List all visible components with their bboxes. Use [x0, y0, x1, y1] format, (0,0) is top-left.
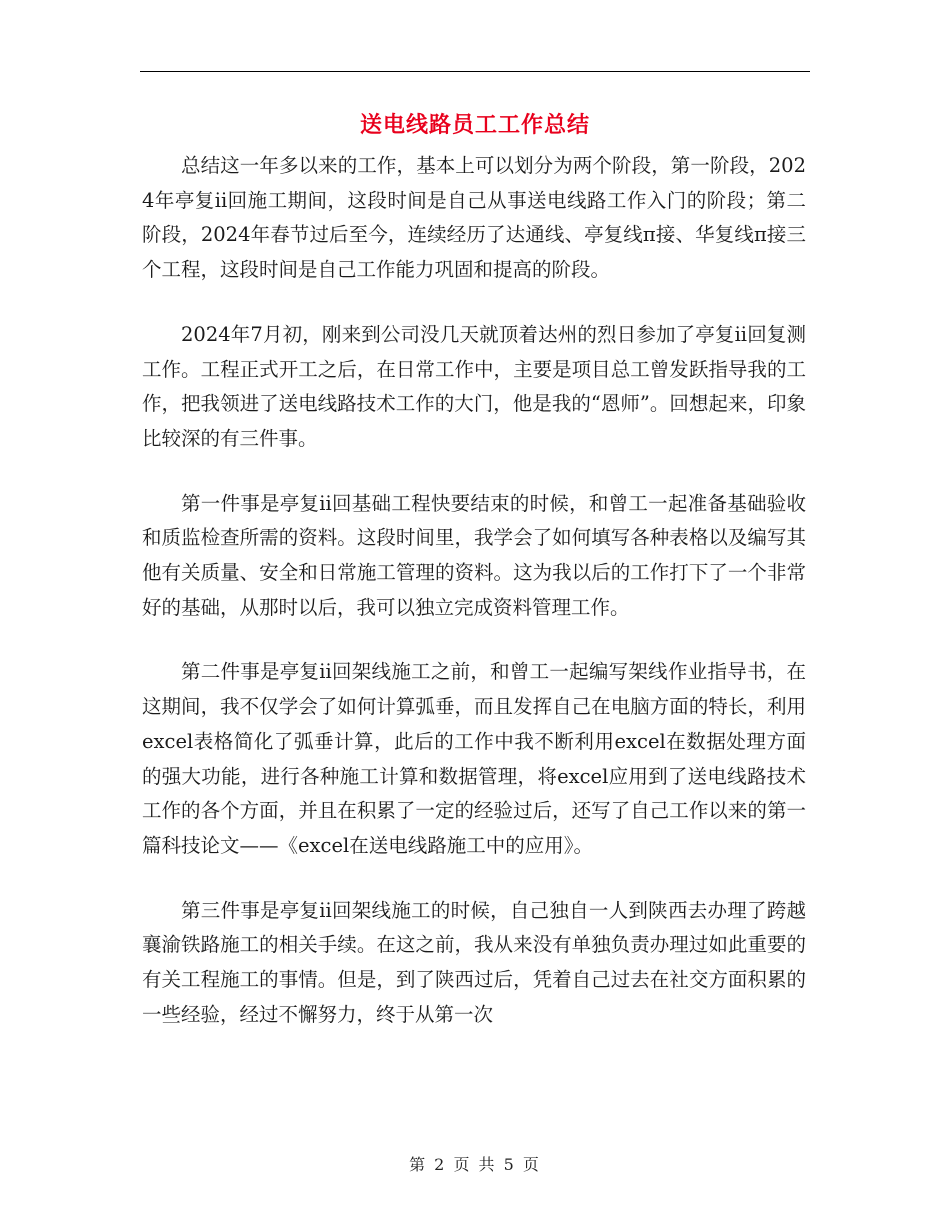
document-body	[142, 149, 806, 1032]
document-title: 送电线路员工工作总结	[359, 112, 590, 138]
paragraph-2: 2024年7月初，刚来到公司没几天就顶着达州的烈日参加了亭复ii回复测工作。工程正式开工之后，在日常工作中，主要是项目总工曾发跃指导我的工作，把我领进了送电线路技术工作的大门，他是我的“恩师”。回想起来，印象比较深的有三件事。	[142, 322, 806, 450]
paragraph-3: 第一件事是亭复ii回基础工程快要结束的时候，和曾工一起准备基础验收和质监检查所需的资料。这段时间里，我学会了如何填写各种表格以及编写其他有关质量、安全和日常施工管理的资料。这为我以后的工作打下了一个非常好的基础，从那时以后，我可以独立完成资料管理工作。	[142, 491, 806, 619]
page-number: 第 2 页 共 5 页	[409, 1155, 541, 1174]
paragraph-1: 总结这一年多以来的工作，基本上可以划分为两个阶段，第一阶段，2024年亭复ii回施工期间，这段时间是自己从事送电线路工作入门的阶段；第二阶段，2024年春节过后至今，连续经历了达通线、亭复线π接、华复线π接三个工程，这段时间是自己工作能力巩固和提高的阶段。	[142, 154, 806, 282]
header-rule	[140, 71, 810, 72]
paragraph-5: 第三件事是亭复ii回架线施工的时候，自己独自一人到陕西去办理了跨越襄渝铁路施工的相关手续。在这之前，我从来没有单独负责办理过如此重要的有关工程施工的事情。但是，到了陕西过后，凭着自己过去在社交方面积累的一些经验，经过不懈努力，终于从第一次	[142, 898, 806, 1026]
paragraph-4: 第二件事是亭复ii回架线施工之前，和曾工一起编写架线作业指导书，在这期间，我不仅学会了如何计算弧垂，而且发挥自己在电脑方面的特长，利用excel表格简化了弧垂计算，此后的工作中我不断利用excel在数据处理方面的强大功能，进行各种施工计算和数据管理，将excel应用到了送电线路技术工作的各个方面，并且在积累了一定的经验过后，还写了自己工作以来的第一篇科技论文——《excel在送电线路施工中的应用》。	[142, 660, 806, 857]
